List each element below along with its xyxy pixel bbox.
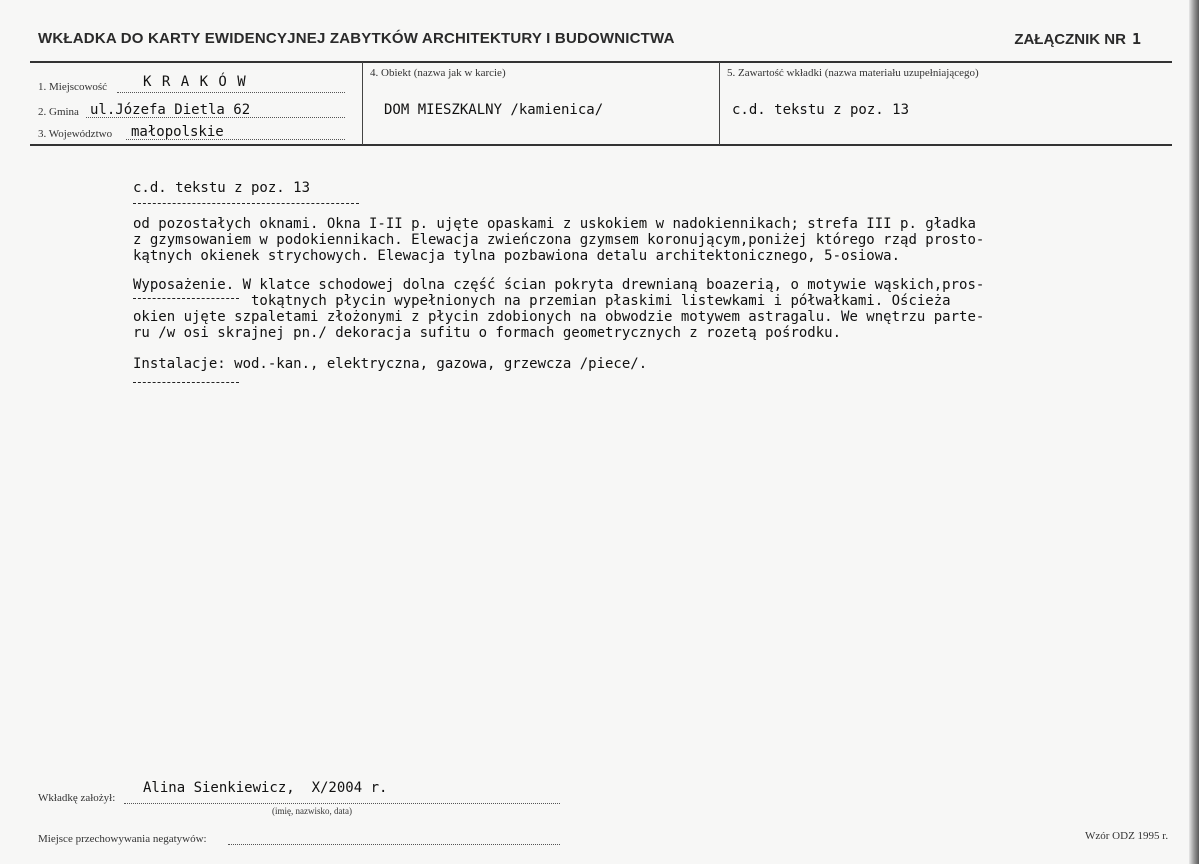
form-title: WKŁADKA DO KARTY EWIDENCYJNEJ ZABYTKÓW ARCHITEKTURY I BUDOWNICTWA — [38, 30, 675, 47]
header-top-rule — [30, 61, 1172, 63]
text-line: od pozostałych oknami. Okna I-II p. ujęte opaskami z uskokiem w nadokiennikach; strefa III p. gładka — [133, 216, 976, 232]
header-bottom-rule — [30, 144, 1172, 146]
scan-edge-shadow — [1189, 0, 1199, 864]
body-paragraph-3: Instalacje: wod.-kan., elektryczna, gazowa, grzewcza /piece/. — [133, 356, 648, 372]
wojewodztwo-value: małopolskie — [131, 124, 224, 140]
annex-label-text: ZAŁĄCZNIK NR — [1014, 31, 1126, 48]
author-hint: (imię, nazwisko, data) — [272, 806, 352, 816]
author-label: Wkładkę założył: — [38, 792, 116, 804]
body-paragraph-1 — [133, 216, 984, 264]
body-paragraph-2 — [133, 277, 984, 341]
text-line: Wyposażenie. W klatce schodowej dolna część ścian pokryta drewnianą boazerią, o motywie wąskich,pros- — [133, 277, 985, 293]
miejscowosc-dots — [117, 92, 345, 93]
obiekt-value: DOM MIESZKALNY /kamienica/ — [384, 102, 604, 118]
negatives-label: Miejsce przechowywania negatywów: — [38, 833, 207, 845]
gmina-value: ul.Józefa Dietla 62 — [90, 102, 251, 118]
gmina-label: 2. Gmina — [38, 106, 79, 118]
wojewodztwo-label: 3. Województwo — [38, 128, 113, 140]
text-line: ru /w osi skrajnej pn./ dekoracja sufitu o formach geometrycznych z rozetą pośrodku. — [133, 325, 842, 341]
form-id: Wzór ODZ 1995 r. — [1085, 830, 1169, 842]
text-line: z gzymsowaniem w podokiennikach. Elewacja zwieńczona gzymsem koronującym,poniżej którego rząd prosto- — [133, 232, 985, 248]
annex-number: 1 — [1131, 30, 1141, 48]
text-line: tokątnych płycin wypełnionych na przemian płaskimi listewkami i półwałkami. Ościeża — [133, 293, 951, 309]
negatives-dots — [228, 844, 560, 845]
column-divider-1 — [362, 62, 363, 145]
body-heading-underline — [133, 203, 359, 204]
wyposazenie-underline — [133, 298, 239, 299]
zawartosc-value: c.d. tekstu z poz. 13 — [732, 102, 910, 118]
column-divider-2 — [719, 62, 720, 145]
author-dots — [124, 803, 560, 804]
body-heading: c.d. tekstu z poz. 13 — [133, 180, 311, 196]
text-line: kątnych okienek strychowych. Elewacja tylna pozbawiona detalu architektonicznego, 5-osiowa. — [133, 248, 901, 264]
zawartosc-label: 5. Zawartość wkładki (nazwa materiału uzupełniającego) — [727, 67, 979, 79]
text-line: okien ujęte szpaletami złożonymi z płycin zdobionych na obwodzie motywem astragalu. We wnętrzu parte- — [133, 309, 985, 325]
author-value: Alina Sienkiewicz, X/2004 r. — [143, 780, 388, 796]
miejscowosc-label: 1. Miejscowość — [38, 81, 108, 93]
instalacje-underline — [133, 382, 239, 383]
obiekt-label: 4. Obiekt (nazwa jak w karcie) — [370, 67, 506, 79]
annex-label — [1014, 30, 1141, 48]
miejscowosc-value: K R A K Ó W — [143, 74, 247, 90]
